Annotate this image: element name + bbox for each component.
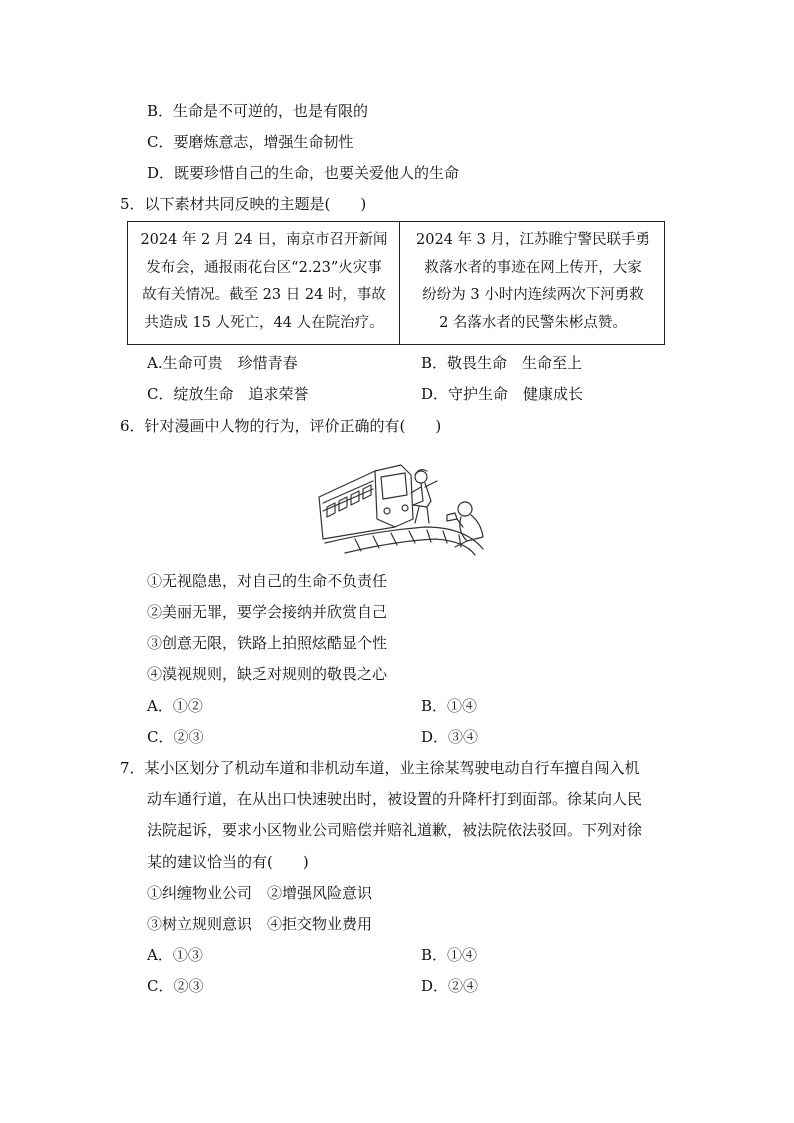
q7-items-row-1: ①纠缠物业公司 ②增强风险意识	[147, 884, 373, 902]
q4-option-c: C．要磨炼意志，增强生命韧性	[147, 133, 354, 151]
q7-option-d: D．②④	[421, 977, 479, 995]
q6-item-4: ④漠视规则，缺乏对规则的敬畏之心	[147, 665, 388, 683]
table-left-line: 故有关情况。截至 23 日 24 时，事故	[142, 287, 386, 303]
table-right-line: 救落水者的事迹在网上传开，大家	[424, 259, 642, 276]
table-right-line: 纷纷为 3 小时内连续两次下河勇救	[422, 287, 644, 303]
q5-stem: 5．以下素材共同反映的主题是( )	[120, 195, 367, 213]
table-right-line: 2024 年 3 月，江苏睢宁警民联手勇	[416, 232, 650, 248]
q6-item-2: ②美丽无罪，要学会接纳并欣赏自己	[147, 603, 388, 621]
q6-option-a: A．①②	[147, 697, 203, 715]
q5-option-a: A.生命可贵 珍惜青春	[147, 354, 298, 372]
table-divider	[399, 222, 400, 344]
q5-option-b: B．敬畏生命 生命至上	[421, 354, 583, 372]
q6-option-d: D．③④	[421, 728, 479, 746]
q6-item-1: ①无视隐患，对自己的生命不负责任	[147, 572, 388, 590]
cartoon-train-photo-illustration	[315, 457, 485, 557]
q5-material-table	[127, 221, 665, 345]
q6-option-b: B．①④	[421, 697, 478, 715]
q6-stem: 6．针对漫画中人物的行为，评价正确的有( )	[120, 417, 442, 435]
q7-stem-line: 动车通行道，在从出口快速驶出时，被设置的升降杆打到面部。徐某向人民	[147, 790, 643, 808]
q5-option-c: C．绽放生命 追求荣誉	[147, 385, 309, 403]
q7-option-c: C．②③	[147, 977, 204, 995]
table-left-line: 2024 年 2 月 24 日，南京市召开新闻	[140, 232, 388, 248]
q6-item-3: ③创意无限，铁路上拍照炫酷显个性	[147, 634, 388, 652]
table-right-line: 2 名落水者的民警朱彬点赞。	[439, 314, 627, 331]
table-left-line: 发布会，通报雨花台区“2.23”火灾事	[146, 259, 382, 276]
q7-stem-line: 法院起诉，要求小区物业公司赔偿并赔礼道歉，被法院依法驳回。下列对徐	[147, 821, 643, 839]
q7-stem-line: 某的建议恰当的有( )	[147, 853, 309, 871]
q4-option-b: B．生命是不可逆的，也是有限的	[147, 102, 369, 120]
q7-stem-line: 7．某小区划分了机动车道和非机动车道，业主徐某驾驶电动自行车擅自闯入机	[120, 759, 640, 777]
q7-option-a: A．①③	[147, 946, 203, 964]
q7-items-row-2: ③树立规则意识 ④拒交物业费用	[147, 915, 373, 933]
table-cell-right	[404, 227, 662, 337]
q6-option-c: C．②③	[147, 728, 204, 746]
table-cell-left	[132, 227, 396, 337]
q7-option-b: B．①④	[421, 946, 478, 964]
q5-option-d: D．守护生命 健康成长	[421, 385, 584, 403]
q4-option-d: D．既要珍惜自己的生命，也要关爱他人的生命	[147, 164, 460, 182]
table-left-line: 共造成 15 人死亡，44 人在院治疗。	[144, 314, 384, 331]
